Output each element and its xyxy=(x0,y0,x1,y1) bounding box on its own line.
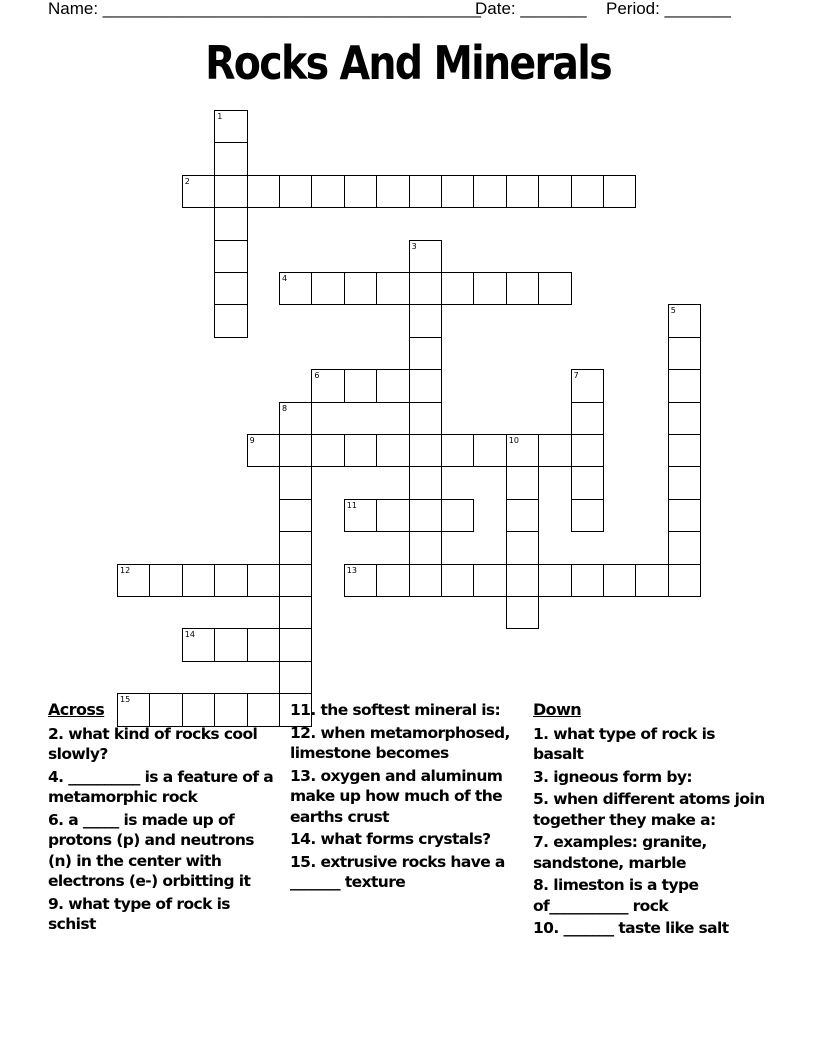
clue-text: what type of rock is schist xyxy=(48,894,230,933)
clue-number: 9. xyxy=(48,894,64,913)
across-clue xyxy=(290,723,516,764)
crossword-cell[interactable] xyxy=(668,337,701,370)
clue-text: a _____ is made up of protons (p) and neutrons (n) in the center with electrons (e-) orbitting it xyxy=(48,810,254,890)
clue-number: 12. xyxy=(290,723,316,742)
crossword-cell[interactable] xyxy=(344,369,377,402)
crossword-cell[interactable] xyxy=(668,499,701,532)
crossword-cell[interactable] xyxy=(506,531,539,564)
page-title: Rocks And Minerals xyxy=(205,36,611,90)
crossword-cell[interactable] xyxy=(668,402,701,435)
across-clues-column-1 xyxy=(48,700,280,937)
clue-number: 7. xyxy=(533,833,549,851)
crossword-cell[interactable] xyxy=(441,564,474,597)
clue-number-label: 1 xyxy=(217,112,223,121)
crossword-cell[interactable] xyxy=(506,499,539,532)
clue-number: 8. xyxy=(533,876,549,894)
name-field[interactable]: Name: ________________________________________ xyxy=(48,0,481,18)
crossword-cell[interactable] xyxy=(473,564,506,597)
crossword-cell[interactable] xyxy=(149,564,182,597)
crossword-cell[interactable] xyxy=(571,466,604,499)
crossword-cell[interactable] xyxy=(441,499,474,532)
date-field[interactable]: Date: _______ xyxy=(475,0,587,18)
crossword-cell[interactable] xyxy=(635,564,668,597)
down-heading: Down xyxy=(533,700,582,719)
crossword-cell[interactable] xyxy=(247,175,280,208)
across-clue xyxy=(48,810,280,892)
clue-number: 5. xyxy=(533,790,549,808)
crossword-cell[interactable] xyxy=(376,434,409,467)
crossword-cell[interactable] xyxy=(214,272,247,305)
crossword-cell[interactable] xyxy=(279,564,312,597)
crossword-cell[interactable] xyxy=(538,272,571,305)
clue-number: 15. xyxy=(290,852,316,871)
crossword-cell[interactable] xyxy=(376,272,409,305)
clue-number-label: 2 xyxy=(184,176,190,186)
crossword-cell[interactable] xyxy=(441,434,474,467)
crossword-cell[interactable] xyxy=(409,564,442,597)
clue-text: extrusive rocks have a _______ texture xyxy=(290,852,505,891)
across-clue xyxy=(290,852,516,893)
crossword-cell[interactable] xyxy=(279,531,312,564)
down-clue xyxy=(533,789,769,830)
crossword-cell[interactable] xyxy=(214,628,247,661)
crossword-cell[interactable] xyxy=(409,175,442,208)
clue-text: the softest mineral is: xyxy=(320,701,501,719)
crossword-cell[interactable] xyxy=(506,596,539,629)
across-clues-column-2 xyxy=(290,700,516,895)
down-clue xyxy=(533,724,769,765)
down-clue xyxy=(533,767,769,788)
crossword-cell[interactable] xyxy=(214,142,247,175)
crossword-cell[interactable] xyxy=(668,531,701,564)
across-heading: Across xyxy=(48,700,105,719)
clue-number-label: 11 xyxy=(346,500,357,510)
across-clue xyxy=(48,894,280,935)
crossword-cell[interactable] xyxy=(571,175,604,208)
crossword-cell[interactable] xyxy=(409,304,442,337)
crossword-cell[interactable] xyxy=(473,175,506,208)
clue-text: igneous form by: xyxy=(553,767,692,786)
crossword-cell[interactable] xyxy=(571,402,604,435)
crossword-cell[interactable] xyxy=(603,175,636,208)
crossword-cell[interactable] xyxy=(344,272,377,305)
crossword-cell[interactable] xyxy=(668,564,701,597)
clue-number-label: 13 xyxy=(346,565,357,575)
clue-number: 2. xyxy=(48,724,64,743)
crossword-cell[interactable] xyxy=(279,661,312,694)
clue-number: 3. xyxy=(533,767,549,786)
crossword-cell[interactable] xyxy=(538,175,571,208)
clue-text: when metamorphosed, limestone becomes xyxy=(290,723,510,762)
clue-number-label: 7 xyxy=(573,371,579,381)
clue-number-label: 14 xyxy=(184,630,195,640)
crossword-cell[interactable] xyxy=(279,434,312,467)
crossword-cell[interactable] xyxy=(506,564,539,597)
clue-text: limeston is a type of___________ rock xyxy=(533,876,699,915)
crossword-cell[interactable] xyxy=(571,564,604,597)
period-field[interactable]: Period: _______ xyxy=(606,0,731,18)
crossword-cell[interactable] xyxy=(311,434,344,467)
crossword-cell[interactable] xyxy=(376,499,409,532)
clue-text: _______ taste like salt xyxy=(563,919,729,937)
crossword-cell[interactable] xyxy=(473,434,506,467)
crossword-cell[interactable] xyxy=(279,175,312,208)
clue-number: 10. xyxy=(533,919,559,937)
crossword-cell[interactable] xyxy=(409,466,442,499)
clue-number: 14. xyxy=(290,830,316,848)
crossword-cell[interactable] xyxy=(376,175,409,208)
crossword-cell[interactable] xyxy=(279,466,312,499)
crossword-cell[interactable] xyxy=(214,175,247,208)
crossword-cell[interactable] xyxy=(344,175,377,208)
clue-number: 1. xyxy=(533,724,549,743)
clue-number: 6. xyxy=(48,810,64,829)
crossword-cell[interactable] xyxy=(214,240,247,273)
clue-number-label: 12 xyxy=(120,565,131,575)
crossword-cell[interactable] xyxy=(376,369,409,402)
crossword-cell[interactable] xyxy=(311,272,344,305)
crossword-cell[interactable] xyxy=(376,564,409,597)
clue-number: 11. xyxy=(290,701,316,719)
across-clue xyxy=(48,724,280,765)
crossword-cell[interactable] xyxy=(506,272,539,305)
clue-number: 4. xyxy=(48,767,64,786)
across-clue xyxy=(48,767,280,808)
clue-text: what kind of rocks cool slowly? xyxy=(48,724,258,763)
clue-text: when different atoms join together they make a: xyxy=(533,790,765,829)
crossword-cell[interactable] xyxy=(441,272,474,305)
crossword-cell[interactable] xyxy=(668,369,701,402)
crossword-cell[interactable] xyxy=(214,304,247,337)
crossword-cell[interactable] xyxy=(409,272,442,305)
crossword-cell[interactable] xyxy=(538,434,571,467)
clue-number-label: 4 xyxy=(282,274,288,283)
crossword-cell[interactable] xyxy=(247,564,280,597)
down-clue xyxy=(533,875,769,916)
clue-number-label: 8 xyxy=(282,403,288,413)
crossword-cell[interactable] xyxy=(409,499,442,532)
clue-number: 13. xyxy=(290,766,316,785)
crossword-cell[interactable] xyxy=(668,434,701,467)
crossword-cell[interactable] xyxy=(571,499,604,532)
clue-number-label: 5 xyxy=(670,306,676,316)
clue-number-label: 6 xyxy=(314,371,320,381)
crossword-cell[interactable] xyxy=(538,564,571,597)
crossword-cell[interactable] xyxy=(344,434,377,467)
clue-number-label: 3 xyxy=(411,241,417,251)
across-clue xyxy=(290,700,516,721)
crossword-cell[interactable] xyxy=(409,402,442,435)
crossword-cell[interactable] xyxy=(409,337,442,370)
clue-text: examples: granite, sandstone, marble xyxy=(533,833,707,872)
clue-text: oxygen and aluminum make up how much of the earths crust xyxy=(290,766,503,826)
crossword-cell[interactable] xyxy=(247,628,280,661)
crossword-cell[interactable] xyxy=(409,531,442,564)
crossword-cell[interactable] xyxy=(409,434,442,467)
crossword-cell[interactable] xyxy=(506,175,539,208)
crossword-cell[interactable] xyxy=(409,369,442,402)
crossword-cell[interactable] xyxy=(279,499,312,532)
across-clue xyxy=(290,829,516,850)
crossword-cell[interactable] xyxy=(279,596,312,629)
down-clues-column xyxy=(533,700,769,941)
clue-text: __________ is a feature of a metamorphic rock xyxy=(48,767,274,806)
down-clue xyxy=(533,918,769,939)
crossword-cell[interactable] xyxy=(182,564,215,597)
crossword-cell[interactable] xyxy=(571,434,604,467)
clue-number-label: 15 xyxy=(120,695,131,705)
crossword-cell[interactable] xyxy=(668,466,701,499)
crossword-cell[interactable] xyxy=(279,628,312,661)
crossword-cell[interactable] xyxy=(603,564,636,597)
crossword-cell[interactable] xyxy=(473,272,506,305)
crossword-cell[interactable] xyxy=(506,466,539,499)
crossword-cell[interactable] xyxy=(214,207,247,240)
clue-number-label: 9 xyxy=(249,436,255,445)
crossword-cell[interactable] xyxy=(214,564,247,597)
crossword-cell[interactable] xyxy=(441,175,474,208)
clue-text: what forms crystals? xyxy=(320,830,491,848)
clue-number-label: 10 xyxy=(508,436,519,445)
across-clue xyxy=(290,766,516,828)
down-clue xyxy=(533,832,769,873)
crossword-cell[interactable] xyxy=(311,175,344,208)
clue-text: what type of rock is basalt xyxy=(533,724,715,763)
